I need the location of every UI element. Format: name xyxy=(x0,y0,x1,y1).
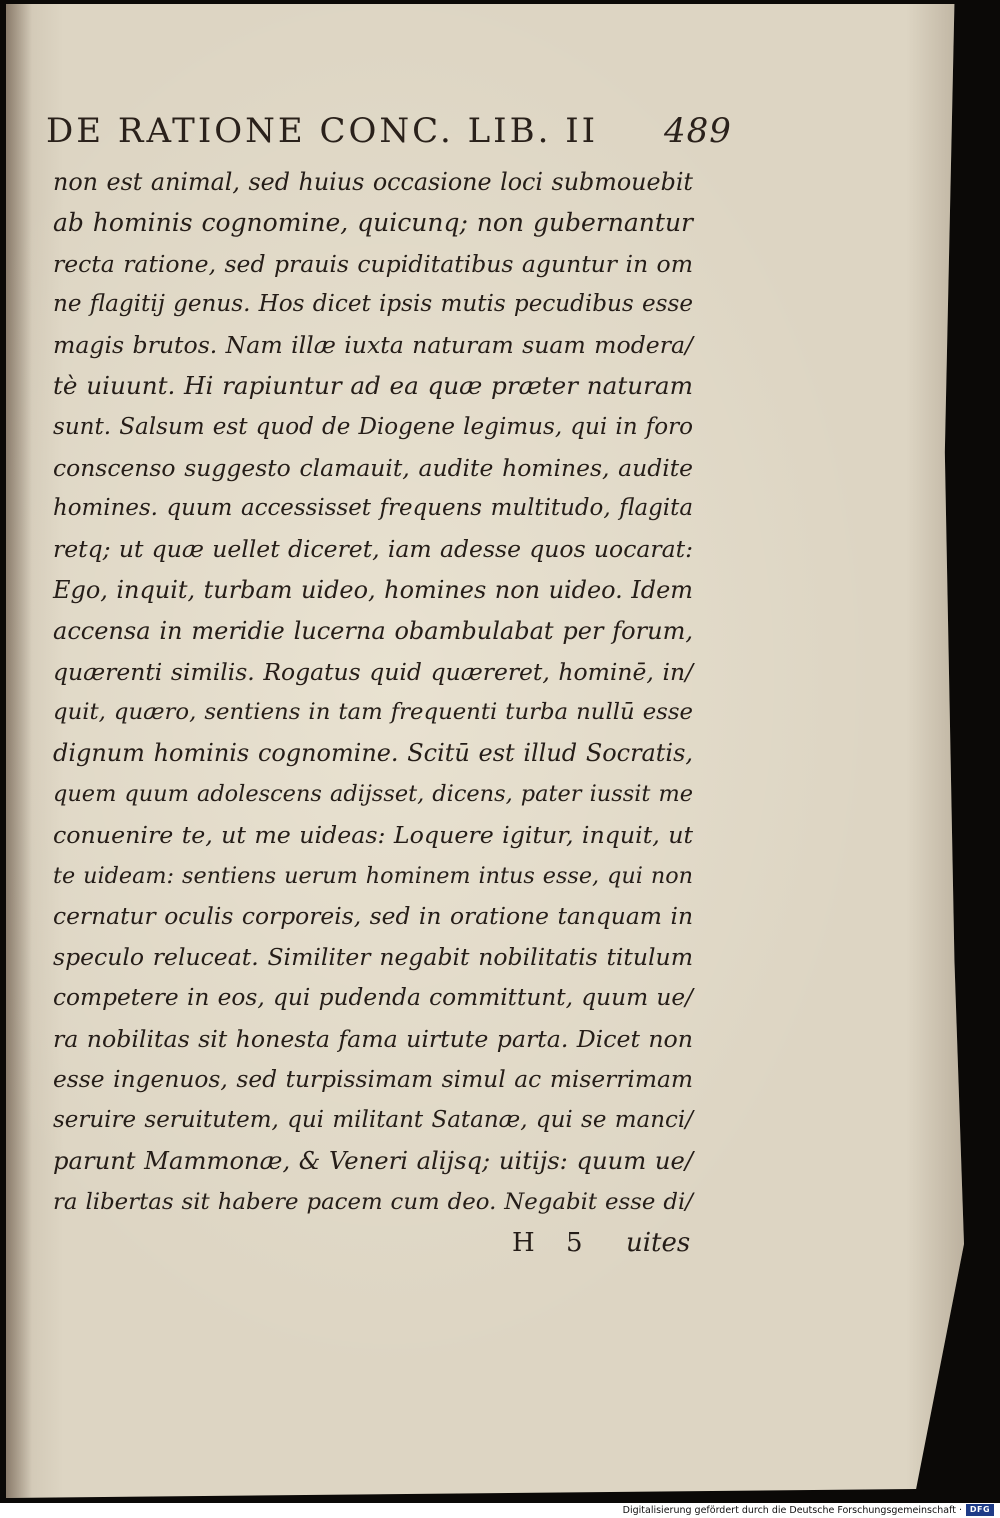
text-line: recta ratione, sed prauis cupiditatibus aguntur in om xyxy=(53,249,693,278)
text-line: magis brutos. Nam illæ iuxta naturam suam modera/ xyxy=(53,331,693,360)
text-line: retq; ut quæ uellet diceret, iam adesse quos uocarat: xyxy=(53,535,693,564)
body-text xyxy=(53,162,693,1223)
text-line: accensa in meridie lucerna obambulabat per forum, xyxy=(53,616,693,645)
binding-shadow xyxy=(6,4,32,1498)
text-line: sunt. Salsum est quod de Diogene legimus, qui in foro xyxy=(53,413,693,440)
page-header xyxy=(46,111,732,155)
text-line: dignum hominis cognomine. Scitū est illud Socratis, xyxy=(53,739,693,768)
text-line: esse ingenuos, sed turpissimam simul ac miserrimam xyxy=(53,1065,693,1093)
text-line: tè uiuunt. Hi rapiuntur ad ea quæ præter naturam xyxy=(53,370,693,400)
text-line: competere in eos, qui pudenda committunt, quum ue/ xyxy=(53,983,693,1011)
text-line: conuenire te, ut me uideas: Loquere igitur, inquit, ut xyxy=(53,820,693,849)
text-line: ab hominis cognomine, quicunq; non gubernantur xyxy=(53,207,693,237)
text-line: te uideam: sentiens uerum hominem intus esse, qui non xyxy=(53,862,693,889)
text-line: quærenti similis. Rogatus quid quæreret, hominē, in/ xyxy=(53,657,693,686)
text-line: speculo reluceat. Similiter negabit nobilitatis titulum xyxy=(53,943,693,972)
text-line: seruire seruitutem, qui militant Satanæ, qui se manci/ xyxy=(53,1107,693,1134)
text-line: conscenso suggesto clamauit, audite homines, audite xyxy=(53,453,693,482)
footer-bar xyxy=(0,1503,1000,1518)
catchword: uites xyxy=(626,1228,691,1258)
text-line: parunt Mammonæ, & Veneri alijsq; uitijs: quum ue/ xyxy=(53,1146,693,1176)
signature-mark: H xyxy=(512,1228,535,1258)
text-line: homines. quum accessisset frequens multitudo, flagita xyxy=(53,495,693,522)
text-line: ne flagitij genus. Hos dicet ipsis mutis pecudibus esse xyxy=(53,291,693,318)
running-head: DE RATIONE CONC. LIB. II xyxy=(46,111,599,151)
signature-number: 5 xyxy=(566,1228,583,1258)
page-number: 489 xyxy=(664,111,732,151)
text-line: ra libertas sit habere pacem cum deo. Negabit esse di/ xyxy=(53,1188,693,1215)
text-line: cernatur oculis corporeis, sed in oratione tanquam in xyxy=(53,902,693,931)
text-line: quem quum adolescens adijsset, dicens, pater iussit me xyxy=(53,780,693,807)
signature-line xyxy=(512,1228,698,1258)
text-line: ra nobilitas sit honesta fama uirtute parta. Dicet non xyxy=(53,1024,693,1053)
text-line: Ego, inquit, turbam uideo, homines non uideo. Idem xyxy=(53,575,693,604)
text-line: quit, quæro, sentiens in tam frequenti turba nullū esse xyxy=(53,699,693,726)
text-line: non est animal, sed huius occasione loci submouebit xyxy=(53,168,693,196)
dfg-logo: DFG xyxy=(966,1504,994,1516)
funding-credit: Digitalisierung gefördert durch die Deutsche Forschungsgemeinschaft · xyxy=(622,1505,962,1516)
